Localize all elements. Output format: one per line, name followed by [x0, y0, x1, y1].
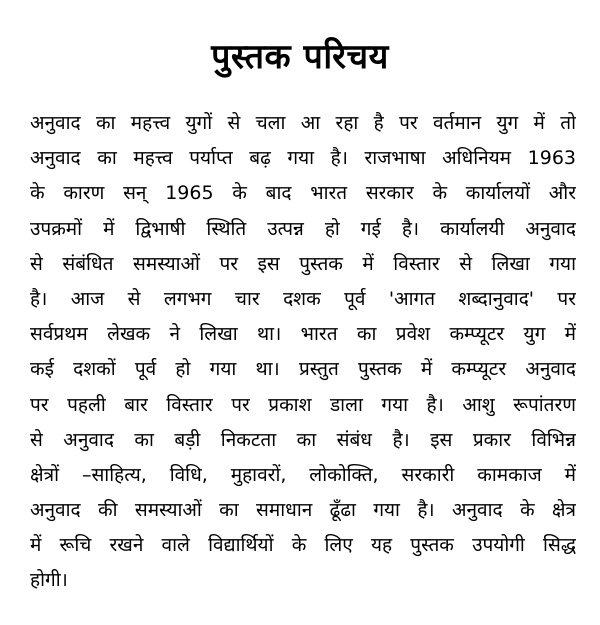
paragraph-line: होगी। [30, 569, 68, 592]
page-title: पुस्तक परिचय [211, 37, 389, 77]
paragraph-line: अनुवाद का महत्त्व युगों से चला आ रहा है पर वर्तमान युग में तो [30, 112, 576, 134]
paragraph-line: के कारण सन् 1965 के बाद भारत सरकार के कार्यालयों और [30, 182, 576, 205]
intro-paragraph [30, 106, 576, 599]
paragraph-line: क्षेत्रों –साहित्य, विधि, मुहावरों, लोकोक्ति, सरकारी कामकाज में [30, 463, 576, 486]
paragraph-line: से संबंधित समस्याओं पर इस पुस्तक में विस्तार से लिखा गया [30, 252, 576, 275]
paragraph-line: उपक्रमों में द्विभाषी स्थिति उत्पन्न हो गई है। कार्यालयी अनुवाद [30, 217, 576, 240]
paragraph-line: में रूचि रखने वाले विद्यार्थियों के लिए यह पुस्तक उपयोगी सिद्ध [30, 534, 576, 557]
paragraph-line: है। आज से लगभग चार दशक पूर्व 'आगत शब्दानुवाद' पर [30, 287, 576, 310]
paragraph-line: से अनुवाद का बड़ी निकटता का संबंध है। इस प्रकार विभिन्न [30, 428, 576, 451]
paragraph-line: कई दशकों पूर्व हो गया था। प्रस्तुत पुस्तक में कम्प्यूटर अनुवाद [30, 358, 576, 381]
paragraph-line: अनुवाद का महत्त्व पर्याप्त बढ़ गया है। राजभाषा अधिनियम 1963 [30, 147, 576, 170]
paragraph-line: अनुवाद की समस्याओं का समाधान ढूँढा गया है। अनुवाद के क्षेत्र [30, 499, 576, 522]
paragraph-line: पर पहली बार विस्तार पर प्रकाश डाला गया है। आशु रूपांतरण [30, 393, 576, 416]
paragraph-line: सर्वप्रथम लेखक ने लिखा था। भारत का प्रवेश कम्प्यूटर युग में [30, 323, 576, 346]
